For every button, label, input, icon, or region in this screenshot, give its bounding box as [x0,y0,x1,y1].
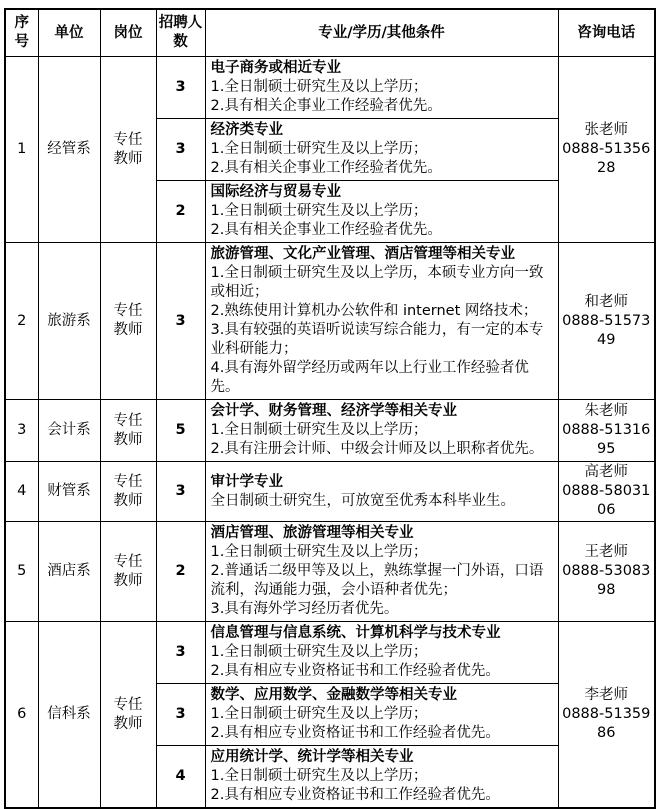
count-cell: 2 [156,522,205,622]
contact-phone: 0888-5135628 [562,141,651,176]
serial-cell: 1 [5,57,38,243]
count-cell: 3 [156,462,205,522]
requirements-cell [205,622,558,684]
serial-cell: 4 [5,462,38,522]
requirements-cell [205,119,558,181]
requirements-cell [205,522,558,622]
requirement-line: 1.全日制硕士研究生及以上学历； [210,544,428,560]
major-title: 数学、应用数学、金融数学等相关专业 [210,687,457,703]
contact-name: 张老师 [584,122,628,138]
unit-cell: 财管系 [38,462,100,522]
serial-cell: 6 [5,622,38,809]
requirement-line: 1.全日制硕士研究生及以上学历； [210,706,428,722]
requirement-line: 2.具有相关企事业工作经验者优先。 [210,98,442,114]
contact-cell [558,462,655,522]
requirements-cell [205,400,558,462]
contact-name: 朱老师 [584,403,628,419]
contact-cell [558,400,655,462]
header-unit: 单位 [38,9,100,57]
contact-cell [558,243,655,400]
contact-cell [558,57,655,243]
requirement-line: 2.具有相应专业资格证书和工作经验者优先。 [210,725,500,741]
requirement-line: 2.普通话二级甲等及以上，熟练掌握一门外语，口语流利，沟通能力强，会小语种者优先； [210,563,544,598]
requirement-line: 2.具有相应专业资格证书和工作经验者优先。 [210,787,500,803]
position-cell: 专任教师 [100,243,156,400]
position-cell: 专任教师 [100,622,156,809]
unit-cell: 会计系 [38,400,100,462]
requirement-line: 1.全日制硕士研究生及以上学历； [210,768,428,784]
table-row [5,522,655,622]
serial-cell: 5 [5,522,38,622]
contact-cell [558,622,655,809]
requirement-line: 3.具有较强的英语听说读写综合能力，有一定的本专业科研能力； [210,322,544,357]
count-cell: 5 [156,400,205,462]
requirement-line: 2.具有相关企事业工作经验者优先。 [210,222,442,238]
contact-phone: 0888-5157349 [562,312,651,348]
contact-name: 王老师 [584,544,628,560]
table-row [5,462,655,522]
major-title: 审计学专业 [210,473,283,490]
requirements-cell [205,462,558,522]
position-cell: 专任教师 [100,462,156,522]
unit-cell: 信科系 [38,622,100,809]
contact-cell [558,522,655,622]
major-title: 电子商务或相近专业 [210,60,341,76]
requirement-line: 2.具有注册会计师、中级会计师及以上职称者优先。 [210,441,544,457]
major-title: 旅游管理、文化产业管理、酒店管理等相关专业 [210,246,515,262]
unit-cell: 经管系 [38,57,100,243]
unit-cell: 旅游系 [38,243,100,400]
major-title: 国际经济与贸易专业 [210,184,341,200]
requirement-line: 1.全日制硕士研究生及以上学历； [210,422,428,438]
table-row [5,622,655,684]
contact-name: 和老师 [584,293,628,310]
contact-phone: 0888-5803106 [562,483,651,518]
position-cell: 专任教师 [100,522,156,622]
header-count: 招聘人数 [156,9,205,57]
serial-cell: 3 [5,400,38,462]
contact-phone: 0888-5135986 [562,706,651,741]
serial-cell: 2 [5,243,38,400]
contact-phone: 0888-5308398 [562,563,651,598]
recruitment-table [4,8,656,809]
count-cell: 3 [156,119,205,181]
requirement-line: 1.全日制硕士研究生及以上学历； [210,79,428,95]
requirements-cell [205,181,558,243]
requirement-line: 4.具有海外留学经历或两年以上行业工作经验者优先。 [210,360,529,395]
header-requirements: 专业/学历/其他条件 [205,9,558,57]
major-title: 应用统计学、统计学等相关专业 [210,749,414,765]
count-cell: 4 [156,746,205,809]
unit-cell: 酒店系 [38,522,100,622]
major-title: 会计学、财务管理、经济学等相关专业 [210,403,457,419]
requirements-cell [205,57,558,119]
contact-phone: 0888-5131695 [562,422,651,457]
major-title: 信息管理与信息系统、计算机科学与技术专业 [210,625,501,641]
requirement-line: 2.具有相应专业资格证书和工作经验者优先。 [210,663,500,679]
contact-name: 高老师 [584,464,628,480]
requirements-cell [205,243,558,400]
count-cell: 2 [156,181,205,243]
requirement-line: 1.全日制硕士研究生及以上学历； [210,644,428,660]
requirement-line: 3.具有海外学习经历者优先。 [210,601,399,617]
header-row [5,9,655,57]
major-title: 经济类专业 [210,122,283,138]
position-cell: 专任教师 [100,400,156,462]
requirement-line: 2.具有相关企事业工作经验者优先。 [210,160,442,176]
requirement-line: 1.全日制硕士研究生及以上学历； [210,203,428,219]
requirement-line: 全日制硕士研究生，可放宽至优秀本科毕业生。 [210,492,515,509]
table-row [5,400,655,462]
header-serial: 序号 [5,9,38,57]
count-cell: 3 [156,57,205,119]
contact-name: 李老师 [584,687,628,703]
requirement-line: 1.全日制硕士研究生及以上学历，本硕专业方向一致或相近； [210,265,544,300]
table-row [5,57,655,119]
count-cell: 3 [156,622,205,684]
count-cell: 3 [156,684,205,746]
requirements-cell [205,746,558,809]
header-phone: 咨询电话 [558,9,655,57]
count-cell: 3 [156,243,205,400]
requirement-line: 1.全日制硕士研究生及以上学历； [210,141,428,157]
major-title: 酒店管理、旅游管理等相关专业 [210,525,414,541]
position-cell: 专任教师 [100,57,156,243]
requirements-cell [205,684,558,746]
requirement-line: 2.熟练使用计算机办公软件和 internet 网络技术； [210,303,538,319]
header-position: 岗位 [100,9,156,57]
table-row [5,243,655,400]
